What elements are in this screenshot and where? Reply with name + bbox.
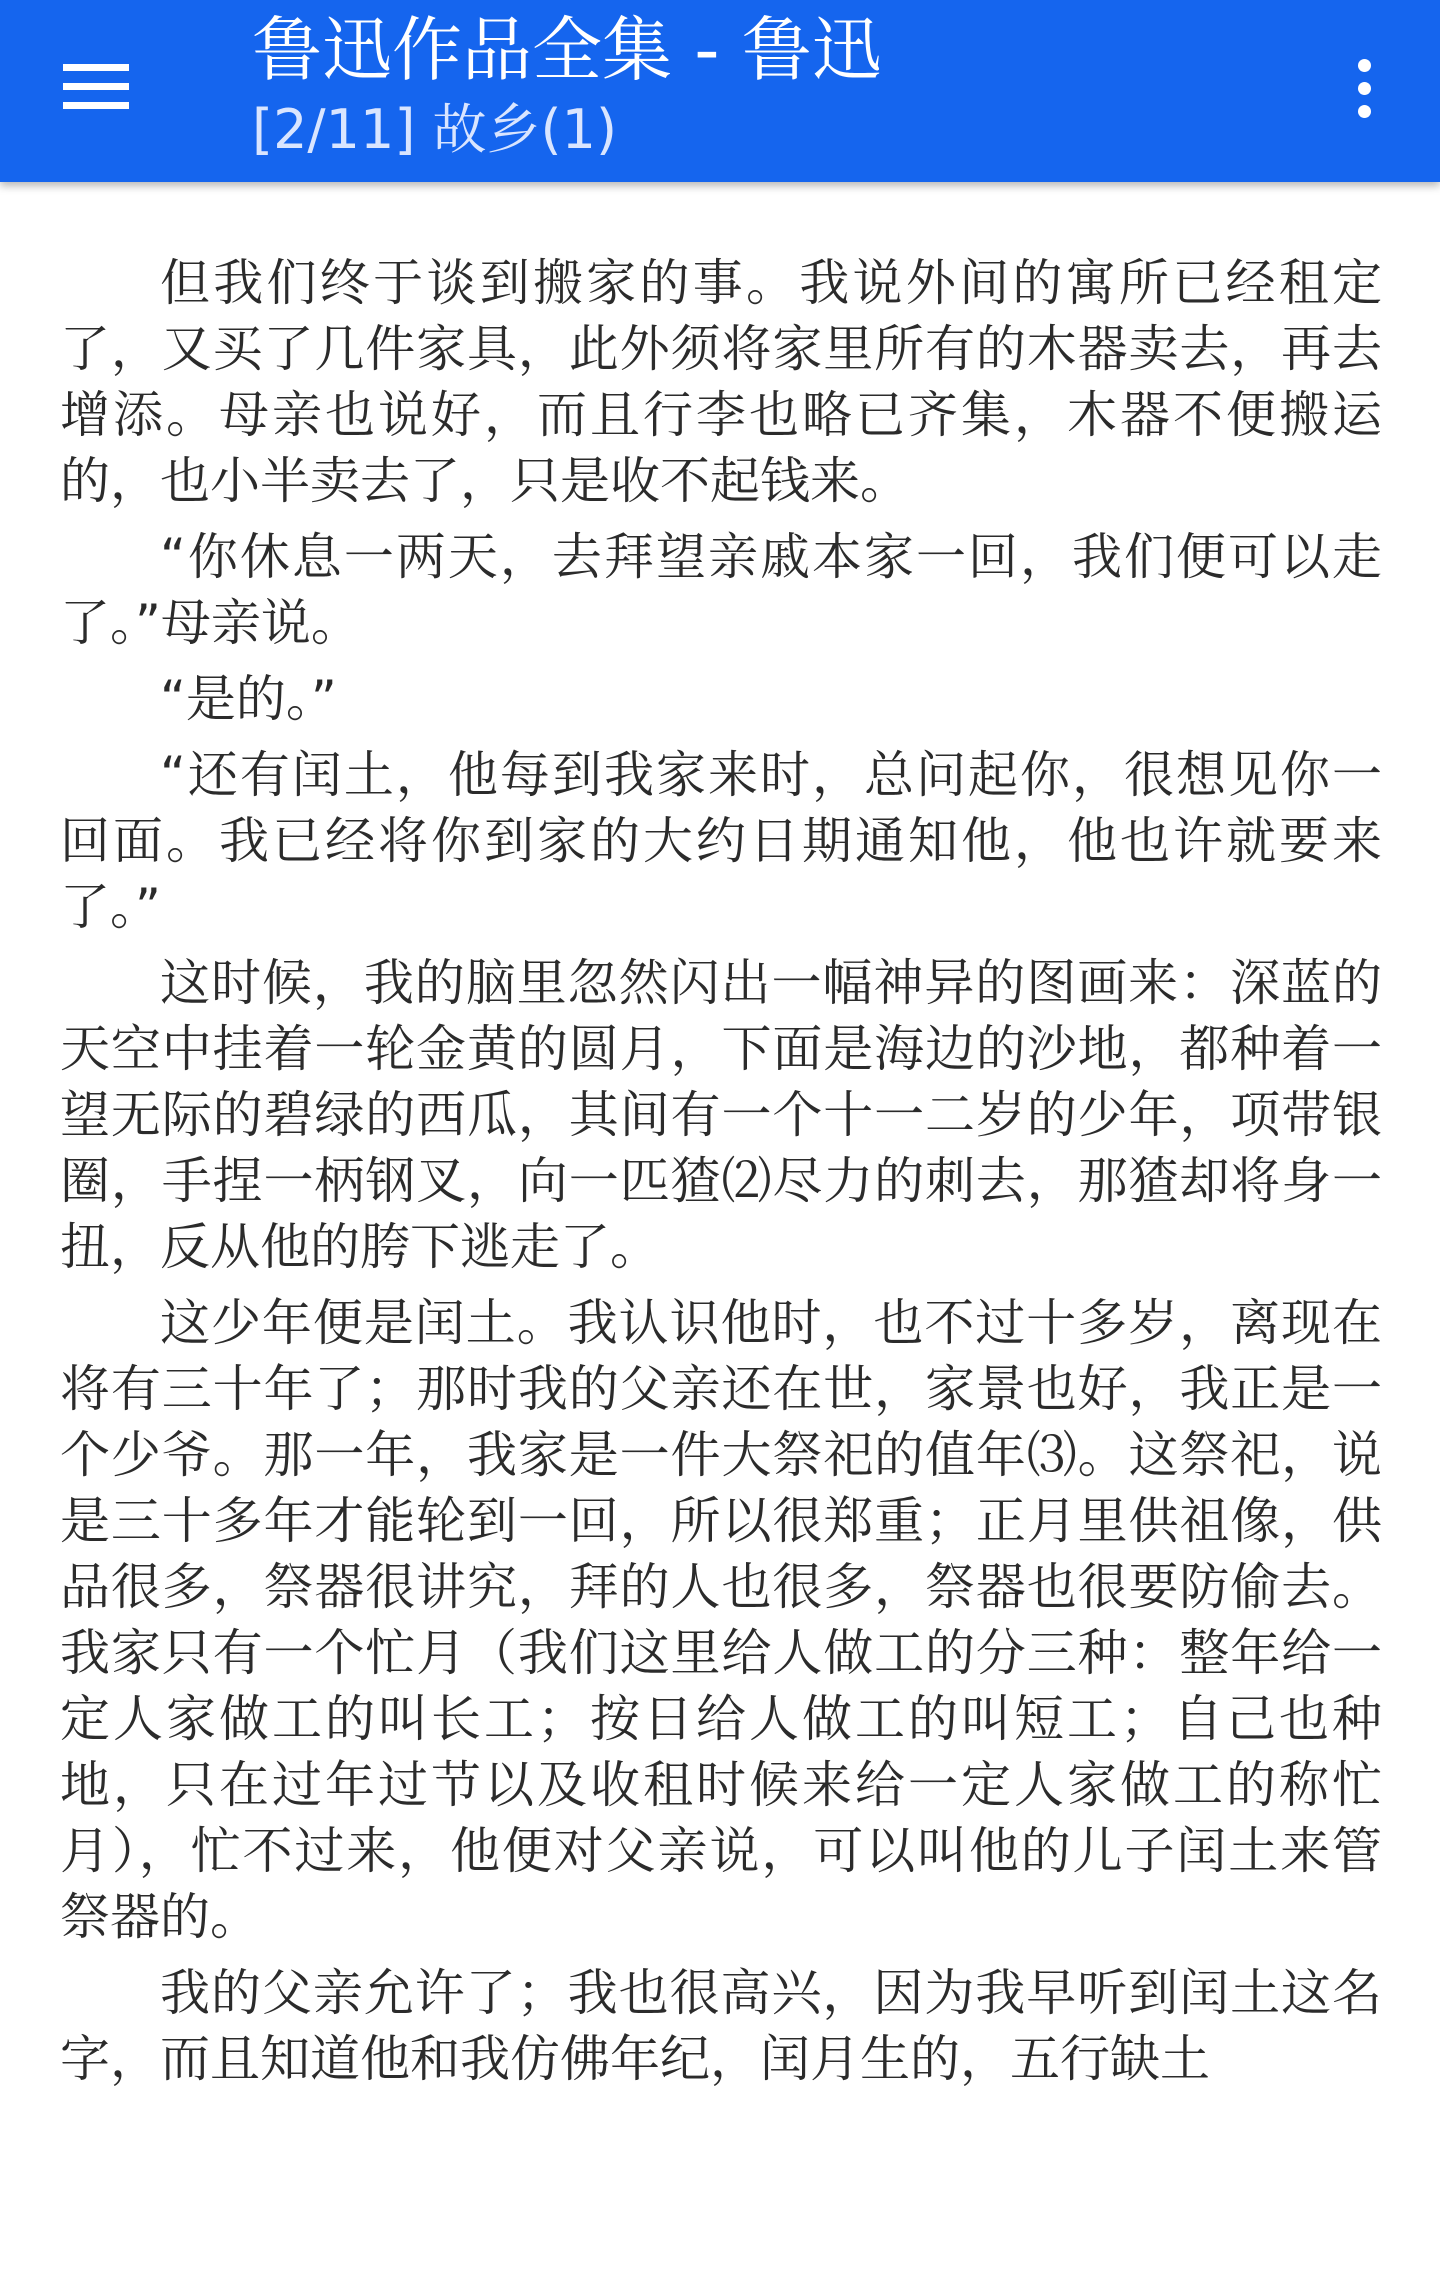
reading-content[interactable] (60, 250, 1382, 2110)
more-vert-icon[interactable] (1326, 46, 1402, 130)
overflow-dot-3 (1358, 105, 1371, 118)
book-title: 鲁迅作品全集 - 鲁迅 (252, 9, 882, 91)
hamburger-menu-icon[interactable] (48, 44, 144, 128)
paragraph-5: 这时候，我的脑里忽然闪出一幅神异的图画来：深蓝的天空中挂着一轮金黄的圆月，下面是海边的沙地，都种着一望无际的碧绿的西瓜，其间有一个十一二岁的少年，项带银圈，手捏一柄钢叉，向一匹猹⑵尽力的刺去，那猹却将身一扭，反从他的胯下逃走了。 (60, 954, 1382, 1276)
app-bar (0, 0, 1440, 182)
overflow-dot-1 (1358, 59, 1371, 72)
chapter-subtitle: [2/11] 故乡(1) (252, 98, 618, 161)
app-bar-titles (252, 6, 1272, 166)
paragraph-4: “还有闰土，他每到我家来时，总问起你，很想见你一回面。我已经将你到家的大约日期通知他，他也许就要来了。” (60, 746, 1382, 936)
paragraph-6: 这少年便是闰土。我认识他时，也不过十多岁，离现在将有三十年了；那时我的父亲还在世，家景也好，我正是一个少爷。那一年，我家是一件大祭祀的值年⑶。这祭祀，说是三十多年才能轮到一回，所以很郑重；正月里供祖像，供品很多，祭器很讲究，拜的人也很多，祭器也很要防偷去。我家只有一个忙月（我们这里给人做工的分三种：整年给一定人家做工的叫长工；按日给人做工的叫短工；自己也种地，只在过年过节以及收租时候来给一定人家做工的称忙月），忙不过来，他便对父亲说，可以叫他的儿子闰土来管祭器的。 (60, 1294, 1382, 1946)
menu-bar-middle (63, 83, 129, 90)
paragraph-2: “你休息一两天，去拜望亲戚本家一回，我们便可以走了。”母亲说。 (60, 528, 1382, 652)
overflow-dot-2 (1358, 82, 1371, 95)
paragraph-1: 但我们终于谈到搬家的事。我说外间的寓所已经租定了，又买了几件家具，此外须将家里所有的木器卖去，再去增添。母亲也说好，而且行李也略已齐集，木器不便搬运的，也小半卖去了，只是收不起钱来。 (60, 254, 1382, 510)
menu-bar-bottom (63, 102, 129, 109)
menu-bar-top (63, 64, 129, 71)
paragraph-3: “是的。” (160, 670, 337, 728)
paragraph-7: 我的父亲允许了；我也很高兴，因为我早听到闰土这名字，而且知道他和我仿佛年纪，闰月生的，五行缺土 (60, 1964, 1382, 2088)
